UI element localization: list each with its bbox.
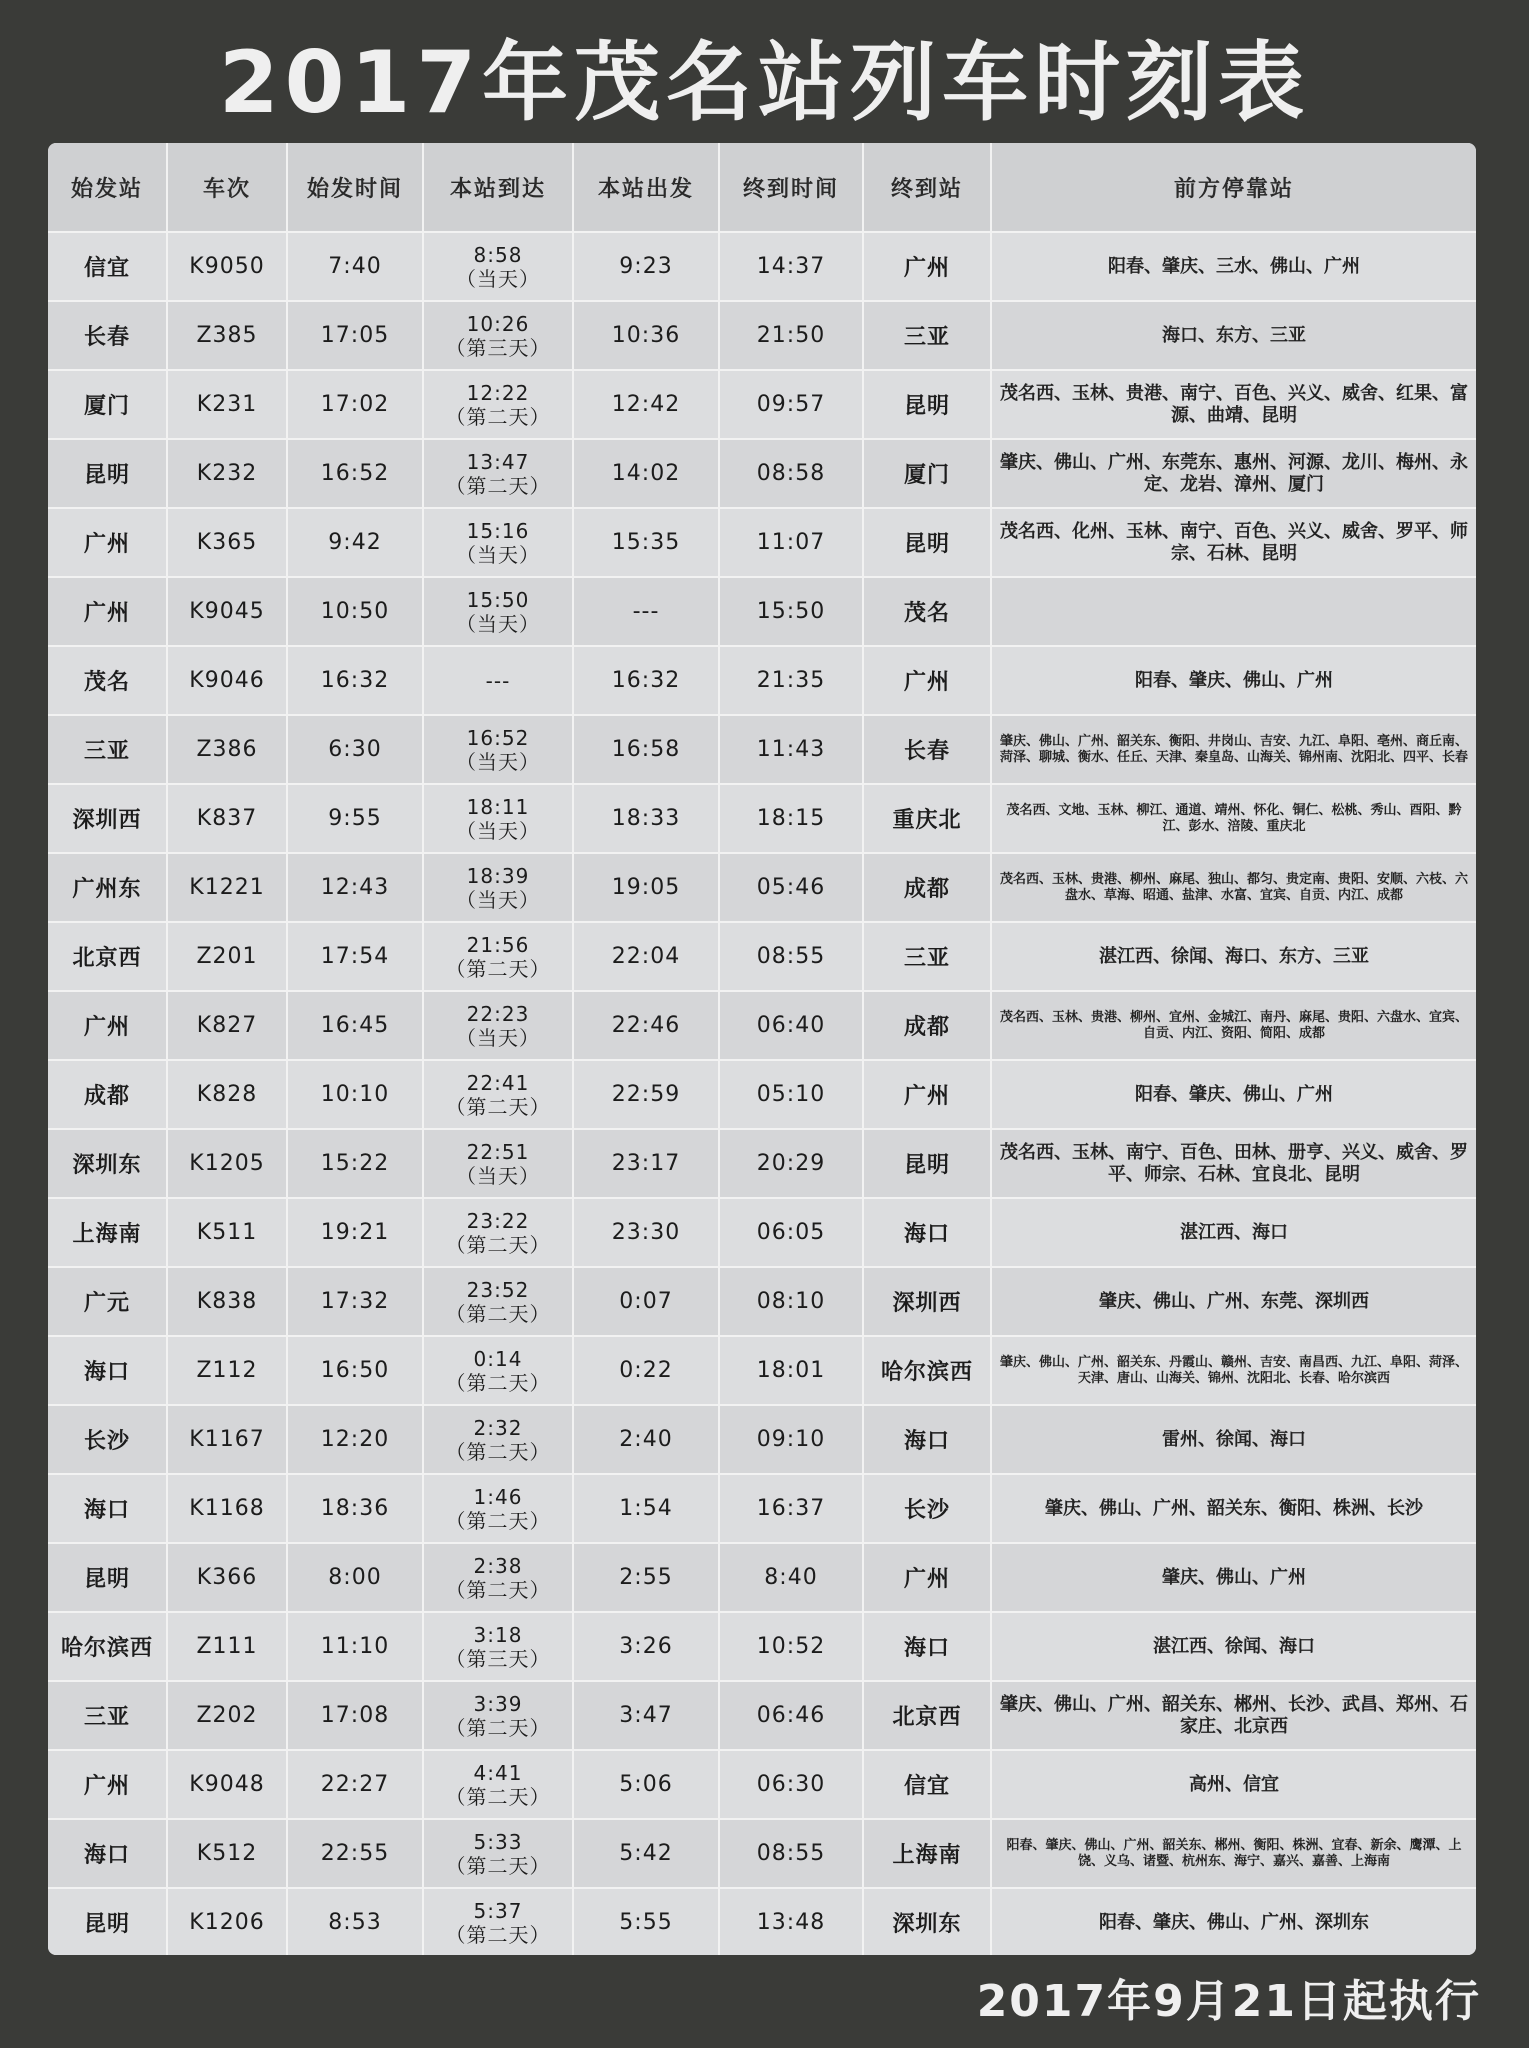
arrive-time: 18:11 bbox=[466, 794, 530, 819]
end-time-cell: 14:37 bbox=[719, 232, 863, 301]
depart-time-cell: 18:33 bbox=[573, 784, 719, 853]
header-end-time: 终到时间 bbox=[719, 143, 863, 232]
origin-depart-time-cell: 10:50 bbox=[287, 577, 423, 646]
terminal-cell: 广州 bbox=[863, 1060, 991, 1129]
arrive-time: 15:50 bbox=[466, 587, 530, 612]
arrive-cell bbox=[423, 232, 573, 301]
train-number-cell: K837 bbox=[167, 784, 287, 853]
terminal-cell: 昆明 bbox=[863, 508, 991, 577]
arrive-day: （第二天） bbox=[445, 1370, 551, 1395]
table-row bbox=[48, 784, 1476, 853]
arrive-day: （第二天） bbox=[445, 956, 551, 981]
arrive-day: （第二天） bbox=[445, 473, 551, 498]
arrive-day: （当天） bbox=[456, 818, 540, 843]
train-number-cell: K1206 bbox=[167, 1888, 287, 1955]
end-time-cell: 06:30 bbox=[719, 1750, 863, 1819]
depart-time-cell: 22:46 bbox=[573, 991, 719, 1060]
arrive-cell bbox=[423, 1888, 573, 1955]
stops-cell: 雷州、徐闻、海口 bbox=[991, 1405, 1476, 1474]
train-number-cell: Z201 bbox=[167, 922, 287, 991]
terminal-cell: 昆明 bbox=[863, 370, 991, 439]
train-number-cell: K9046 bbox=[167, 646, 287, 715]
train-number-cell: Z386 bbox=[167, 715, 287, 784]
depart-time-cell: 0:07 bbox=[573, 1267, 719, 1336]
table-row bbox=[48, 1474, 1476, 1543]
effective-date: 2017年9月21日起执行 bbox=[976, 1976, 1481, 2027]
stops-cell: 肇庆、佛山、广州、韶关东、衡阳、井岗山、吉安、九江、阜阳、亳州、商丘南、菏泽、聊城、衡水、任丘、天津、秦皇岛、山海关、锦州南、沈阳北、四平、长春 bbox=[991, 715, 1476, 784]
table-row bbox=[48, 1060, 1476, 1129]
table-row bbox=[48, 715, 1476, 784]
origin-cell: 上海南 bbox=[48, 1198, 167, 1267]
end-time-cell: 08:55 bbox=[719, 922, 863, 991]
depart-time-cell: 3:26 bbox=[573, 1612, 719, 1681]
arrive-cell bbox=[423, 991, 573, 1060]
arrive-day: （当天） bbox=[456, 611, 540, 636]
end-time-cell: 20:29 bbox=[719, 1129, 863, 1198]
arrive-cell bbox=[423, 1198, 573, 1267]
arrive-day: （第二天） bbox=[445, 1922, 551, 1947]
timetable-board bbox=[48, 143, 1476, 1955]
origin-depart-time-cell: 22:55 bbox=[287, 1819, 423, 1888]
train-number-cell: K365 bbox=[167, 508, 287, 577]
origin-depart-time-cell: 9:42 bbox=[287, 508, 423, 577]
depart-time-cell: 9:23 bbox=[573, 232, 719, 301]
table-row bbox=[48, 1750, 1476, 1819]
depart-time-cell: 5:42 bbox=[573, 1819, 719, 1888]
origin-depart-time-cell: 17:54 bbox=[287, 922, 423, 991]
stops-cell: 肇庆、佛山、广州、东莞东、惠州、河源、龙川、梅州、永定、龙岩、漳州、厦门 bbox=[991, 439, 1476, 508]
train-number-cell: Z112 bbox=[167, 1336, 287, 1405]
stops-cell: 茂名西、玉林、贵港、柳州、麻尾、独山、都匀、贵定南、贵阳、安顺、六枝、六盘水、草海、昭通、盐津、水富、宜宾、自贡、内江、成都 bbox=[991, 853, 1476, 922]
stops-cell: 肇庆、佛山、广州、韶关东、郴州、长沙、武昌、郑州、石家庄、北京西 bbox=[991, 1681, 1476, 1750]
table-row bbox=[48, 1612, 1476, 1681]
train-number-cell: K827 bbox=[167, 991, 287, 1060]
arrive-time: 21:56 bbox=[466, 932, 530, 957]
train-number-cell: K1205 bbox=[167, 1129, 287, 1198]
arrive-cell bbox=[423, 1750, 573, 1819]
table-row bbox=[48, 1405, 1476, 1474]
end-time-cell: 11:43 bbox=[719, 715, 863, 784]
depart-time-cell: 2:55 bbox=[573, 1543, 719, 1612]
arrive-time: 4:41 bbox=[473, 1760, 523, 1785]
table-row bbox=[48, 1336, 1476, 1405]
arrive-time: 15:16 bbox=[466, 518, 530, 543]
stops-cell: 阳春、肇庆、佛山、广州 bbox=[991, 1060, 1476, 1129]
stops-cell: 阳春、肇庆、佛山、广州 bbox=[991, 646, 1476, 715]
terminal-cell: 深圳东 bbox=[863, 1888, 991, 1955]
depart-time-cell: 3:47 bbox=[573, 1681, 719, 1750]
arrive-day: （第三天） bbox=[445, 1646, 551, 1671]
train-number-cell: Z385 bbox=[167, 301, 287, 370]
arrive-cell bbox=[423, 577, 573, 646]
table-row bbox=[48, 370, 1476, 439]
arrive-time: 2:38 bbox=[473, 1553, 523, 1578]
end-time-cell: 18:01 bbox=[719, 1336, 863, 1405]
terminal-cell: 海口 bbox=[863, 1198, 991, 1267]
arrive-cell bbox=[423, 715, 573, 784]
arrive-cell bbox=[423, 301, 573, 370]
origin-depart-time-cell: 15:22 bbox=[287, 1129, 423, 1198]
arrive-time: 23:52 bbox=[466, 1277, 530, 1302]
origin-cell: 海口 bbox=[48, 1819, 167, 1888]
end-time-cell: 09:57 bbox=[719, 370, 863, 439]
arrive-time: 10:26 bbox=[466, 311, 530, 336]
table-row bbox=[48, 1543, 1476, 1612]
depart-time-cell: 5:06 bbox=[573, 1750, 719, 1819]
arrive-cell bbox=[423, 1612, 573, 1681]
arrive-cell bbox=[423, 508, 573, 577]
terminal-cell: 上海南 bbox=[863, 1819, 991, 1888]
arrive-time: 18:39 bbox=[466, 863, 530, 888]
arrive-cell bbox=[423, 1129, 573, 1198]
arrive-day: （第二天） bbox=[445, 1508, 551, 1533]
table-row bbox=[48, 1888, 1476, 1955]
depart-time-cell: 19:05 bbox=[573, 853, 719, 922]
end-time-cell: 8:40 bbox=[719, 1543, 863, 1612]
origin-depart-time-cell: 19:21 bbox=[287, 1198, 423, 1267]
origin-cell: 昆明 bbox=[48, 1888, 167, 1955]
arrive-time: --- bbox=[485, 668, 511, 693]
arrive-cell bbox=[423, 1267, 573, 1336]
arrive-time: 16:52 bbox=[466, 725, 530, 750]
origin-depart-time-cell: 12:20 bbox=[287, 1405, 423, 1474]
arrive-cell bbox=[423, 1405, 573, 1474]
depart-time-cell: 16:58 bbox=[573, 715, 719, 784]
origin-depart-time-cell: 16:50 bbox=[287, 1336, 423, 1405]
origin-depart-time-cell: 11:10 bbox=[287, 1612, 423, 1681]
header-depart-origin: 始发时间 bbox=[287, 143, 423, 232]
arrive-time: 12:22 bbox=[466, 380, 530, 405]
end-time-cell: 10:52 bbox=[719, 1612, 863, 1681]
arrive-cell bbox=[423, 439, 573, 508]
terminal-cell: 广州 bbox=[863, 232, 991, 301]
stops-cell: 茂名西、化州、玉林、南宁、百色、兴义、威舍、罗平、师宗、石林、昆明 bbox=[991, 508, 1476, 577]
depart-time-cell: 14:02 bbox=[573, 439, 719, 508]
origin-depart-time-cell: 22:27 bbox=[287, 1750, 423, 1819]
arrive-time: 0:14 bbox=[473, 1346, 523, 1371]
arrive-cell bbox=[423, 646, 573, 715]
stops-cell: 茂名西、玉林、贵港、南宁、百色、兴义、威舍、红果、富源、曲靖、昆明 bbox=[991, 370, 1476, 439]
origin-depart-time-cell: 18:36 bbox=[287, 1474, 423, 1543]
arrive-time: 22:23 bbox=[466, 1001, 530, 1026]
train-number-cell: K231 bbox=[167, 370, 287, 439]
header-depart: 本站出发 bbox=[573, 143, 719, 232]
arrive-day: （第二天） bbox=[445, 404, 551, 429]
table-row bbox=[48, 1267, 1476, 1336]
origin-cell: 三亚 bbox=[48, 1681, 167, 1750]
origin-cell: 广州 bbox=[48, 508, 167, 577]
table-row bbox=[48, 646, 1476, 715]
depart-time-cell: 2:40 bbox=[573, 1405, 719, 1474]
table-row bbox=[48, 232, 1476, 301]
depart-time-cell: --- bbox=[573, 577, 719, 646]
end-time-cell: 09:10 bbox=[719, 1405, 863, 1474]
origin-cell: 哈尔滨西 bbox=[48, 1612, 167, 1681]
table-row bbox=[48, 577, 1476, 646]
origin-depart-time-cell: 6:30 bbox=[287, 715, 423, 784]
origin-cell: 昆明 bbox=[48, 1543, 167, 1612]
stops-cell: 肇庆、佛山、广州、韶关东、衡阳、株洲、长沙 bbox=[991, 1474, 1476, 1543]
origin-depart-time-cell: 8:53 bbox=[287, 1888, 423, 1955]
stops-cell bbox=[991, 577, 1476, 646]
origin-cell: 深圳西 bbox=[48, 784, 167, 853]
terminal-cell: 茂名 bbox=[863, 577, 991, 646]
arrive-day: （第三天） bbox=[445, 335, 551, 360]
stops-cell: 阳春、肇庆、三水、佛山、广州 bbox=[991, 232, 1476, 301]
train-number-cell: K9045 bbox=[167, 577, 287, 646]
origin-depart-time-cell: 17:32 bbox=[287, 1267, 423, 1336]
origin-depart-time-cell: 17:08 bbox=[287, 1681, 423, 1750]
stops-cell: 茂名西、玉林、贵港、柳州、宜州、金城江、南丹、麻尾、贵阳、六盘水、宜宾、自贡、内江、资阳、简阳、成都 bbox=[991, 991, 1476, 1060]
origin-depart-time-cell: 17:02 bbox=[287, 370, 423, 439]
arrive-time: 5:33 bbox=[473, 1829, 523, 1854]
origin-depart-time-cell: 16:52 bbox=[287, 439, 423, 508]
arrive-time: 2:32 bbox=[473, 1415, 523, 1440]
header-row bbox=[48, 143, 1476, 232]
header-train: 车次 bbox=[167, 143, 287, 232]
stops-cell: 肇庆、佛山、广州 bbox=[991, 1543, 1476, 1612]
stops-cell: 茂名西、文地、玉林、柳江、通道、靖州、怀化、铜仁、松桃、秀山、酉阳、黔江、彭水、涪陵、重庆北 bbox=[991, 784, 1476, 853]
arrive-cell bbox=[423, 1681, 573, 1750]
arrive-day: （第二天） bbox=[445, 1094, 551, 1119]
end-time-cell: 13:48 bbox=[719, 1888, 863, 1955]
terminal-cell: 三亚 bbox=[863, 922, 991, 991]
depart-time-cell: 12:42 bbox=[573, 370, 719, 439]
origin-cell: 茂名 bbox=[48, 646, 167, 715]
stops-cell: 湛江西、徐闻、海口、东方、三亚 bbox=[991, 922, 1476, 991]
arrive-day: （第二天） bbox=[445, 1301, 551, 1326]
origin-cell: 信宜 bbox=[48, 232, 167, 301]
depart-time-cell: 0:22 bbox=[573, 1336, 719, 1405]
arrive-cell bbox=[423, 1474, 573, 1543]
origin-cell: 广州 bbox=[48, 577, 167, 646]
end-time-cell: 08:10 bbox=[719, 1267, 863, 1336]
terminal-cell: 北京西 bbox=[863, 1681, 991, 1750]
origin-cell: 昆明 bbox=[48, 439, 167, 508]
stops-cell: 海口、东方、三亚 bbox=[991, 301, 1476, 370]
end-time-cell: 21:50 bbox=[719, 301, 863, 370]
page-title: 2017年茂名站列车时刻表 bbox=[218, 33, 1311, 133]
end-time-cell: 18:15 bbox=[719, 784, 863, 853]
train-number-cell: Z111 bbox=[167, 1612, 287, 1681]
terminal-cell: 昆明 bbox=[863, 1129, 991, 1198]
arrive-cell bbox=[423, 1336, 573, 1405]
arrive-cell bbox=[423, 370, 573, 439]
terminal-cell: 信宜 bbox=[863, 1750, 991, 1819]
origin-cell: 厦门 bbox=[48, 370, 167, 439]
origin-depart-time-cell: 16:32 bbox=[287, 646, 423, 715]
table-row bbox=[48, 1129, 1476, 1198]
origin-depart-time-cell: 10:10 bbox=[287, 1060, 423, 1129]
header-terminal: 终到站 bbox=[863, 143, 991, 232]
origin-depart-time-cell: 12:43 bbox=[287, 853, 423, 922]
depart-time-cell: 1:54 bbox=[573, 1474, 719, 1543]
origin-cell: 海口 bbox=[48, 1336, 167, 1405]
train-number-cell: Z202 bbox=[167, 1681, 287, 1750]
depart-time-cell: 22:59 bbox=[573, 1060, 719, 1129]
table-row bbox=[48, 922, 1476, 991]
arrive-day: （当天） bbox=[456, 749, 540, 774]
origin-depart-time-cell: 9:55 bbox=[287, 784, 423, 853]
table-row bbox=[48, 1819, 1476, 1888]
stops-cell: 湛江西、徐闻、海口 bbox=[991, 1612, 1476, 1681]
origin-cell: 广元 bbox=[48, 1267, 167, 1336]
arrive-time: 22:41 bbox=[466, 1070, 530, 1095]
depart-time-cell: 5:55 bbox=[573, 1888, 719, 1955]
table-row bbox=[48, 439, 1476, 508]
arrive-cell bbox=[423, 1543, 573, 1612]
depart-time-cell: 15:35 bbox=[573, 508, 719, 577]
depart-time-cell: 10:36 bbox=[573, 301, 719, 370]
table-row bbox=[48, 853, 1476, 922]
end-time-cell: 11:07 bbox=[719, 508, 863, 577]
arrive-day: （当天） bbox=[456, 887, 540, 912]
train-number-cell: K511 bbox=[167, 1198, 287, 1267]
origin-cell: 长沙 bbox=[48, 1405, 167, 1474]
origin-depart-time-cell: 16:45 bbox=[287, 991, 423, 1060]
end-time-cell: 08:58 bbox=[719, 439, 863, 508]
terminal-cell: 广州 bbox=[863, 646, 991, 715]
header-stops: 前方停靠站 bbox=[991, 143, 1476, 232]
arrive-time: 3:18 bbox=[473, 1622, 523, 1647]
train-number-cell: K838 bbox=[167, 1267, 287, 1336]
table-row bbox=[48, 991, 1476, 1060]
arrive-day: （第二天） bbox=[445, 1232, 551, 1257]
table-row bbox=[48, 1681, 1476, 1750]
header-origin: 始发站 bbox=[48, 143, 167, 232]
terminal-cell: 深圳西 bbox=[863, 1267, 991, 1336]
arrive-day: （当天） bbox=[456, 1163, 540, 1188]
stops-cell: 高州、信宜 bbox=[991, 1750, 1476, 1819]
table-row bbox=[48, 1198, 1476, 1267]
arrive-day: （第二天） bbox=[445, 1715, 551, 1740]
end-time-cell: 05:10 bbox=[719, 1060, 863, 1129]
arrive-day: （第二天） bbox=[445, 1784, 551, 1809]
train-number-cell: K232 bbox=[167, 439, 287, 508]
origin-cell: 广州 bbox=[48, 991, 167, 1060]
arrive-day: （当天） bbox=[456, 1025, 540, 1050]
arrive-cell bbox=[423, 1819, 573, 1888]
train-number-cell: K1167 bbox=[167, 1405, 287, 1474]
origin-cell: 广州 bbox=[48, 1750, 167, 1819]
depart-time-cell: 16:32 bbox=[573, 646, 719, 715]
train-number-cell: K1168 bbox=[167, 1474, 287, 1543]
arrive-day: （第二天） bbox=[445, 1853, 551, 1878]
origin-depart-time-cell: 8:00 bbox=[287, 1543, 423, 1612]
arrive-day: （第二天） bbox=[445, 1577, 551, 1602]
origin-depart-time-cell: 7:40 bbox=[287, 232, 423, 301]
arrive-time: 1:46 bbox=[473, 1484, 523, 1509]
arrive-cell bbox=[423, 1060, 573, 1129]
end-time-cell: 08:55 bbox=[719, 1819, 863, 1888]
terminal-cell: 重庆北 bbox=[863, 784, 991, 853]
terminal-cell: 广州 bbox=[863, 1543, 991, 1612]
origin-depart-time-cell: 17:05 bbox=[287, 301, 423, 370]
train-number-cell: K9048 bbox=[167, 1750, 287, 1819]
arrive-time: 8:58 bbox=[473, 242, 523, 267]
depart-time-cell: 23:30 bbox=[573, 1198, 719, 1267]
arrive-time: 22:51 bbox=[466, 1139, 530, 1164]
origin-cell: 成都 bbox=[48, 1060, 167, 1129]
arrive-day: （第二天） bbox=[445, 1439, 551, 1464]
stops-cell: 阳春、肇庆、佛山、广州、韶关东、郴州、衡阳、株洲、宜春、新余、鹰潭、上饶、义乌、诸暨、杭州东、海宁、嘉兴、嘉善、上海南 bbox=[991, 1819, 1476, 1888]
end-time-cell: 06:40 bbox=[719, 991, 863, 1060]
arrive-cell bbox=[423, 784, 573, 853]
depart-time-cell: 22:04 bbox=[573, 922, 719, 991]
train-number-cell: K512 bbox=[167, 1819, 287, 1888]
arrive-cell bbox=[423, 853, 573, 922]
origin-cell: 广州东 bbox=[48, 853, 167, 922]
terminal-cell: 长春 bbox=[863, 715, 991, 784]
stops-cell: 茂名西、玉林、南宁、百色、田林、册亨、兴义、威舍、罗平、师宗、石林、宜良北、昆明 bbox=[991, 1129, 1476, 1198]
end-time-cell: 16:37 bbox=[719, 1474, 863, 1543]
arrive-time: 3:39 bbox=[473, 1691, 523, 1716]
origin-cell: 深圳东 bbox=[48, 1129, 167, 1198]
origin-cell: 海口 bbox=[48, 1474, 167, 1543]
origin-cell: 北京西 bbox=[48, 922, 167, 991]
end-time-cell: 05:46 bbox=[719, 853, 863, 922]
terminal-cell: 哈尔滨西 bbox=[863, 1336, 991, 1405]
end-time-cell: 21:35 bbox=[719, 646, 863, 715]
train-number-cell: K1221 bbox=[167, 853, 287, 922]
origin-cell: 长春 bbox=[48, 301, 167, 370]
arrive-cell bbox=[423, 922, 573, 991]
timetable bbox=[48, 143, 1476, 1955]
stops-cell: 湛江西、海口 bbox=[991, 1198, 1476, 1267]
terminal-cell: 成都 bbox=[863, 991, 991, 1060]
train-number-cell: K828 bbox=[167, 1060, 287, 1129]
origin-cell: 三亚 bbox=[48, 715, 167, 784]
train-number-cell: K366 bbox=[167, 1543, 287, 1612]
end-time-cell: 06:05 bbox=[719, 1198, 863, 1267]
end-time-cell: 06:46 bbox=[719, 1681, 863, 1750]
arrive-time: 5:37 bbox=[473, 1898, 523, 1923]
terminal-cell: 海口 bbox=[863, 1405, 991, 1474]
arrive-day: （当天） bbox=[456, 266, 540, 291]
stops-cell: 肇庆、佛山、广州、韶关东、丹霞山、赣州、吉安、南昌西、九江、阜阳、菏泽、天津、唐山、山海关、锦州、沈阳北、长春、哈尔滨西 bbox=[991, 1336, 1476, 1405]
terminal-cell: 三亚 bbox=[863, 301, 991, 370]
terminal-cell: 长沙 bbox=[863, 1474, 991, 1543]
table-row bbox=[48, 508, 1476, 577]
arrive-time: 13:47 bbox=[466, 449, 530, 474]
terminal-cell: 海口 bbox=[863, 1612, 991, 1681]
depart-time-cell: 23:17 bbox=[573, 1129, 719, 1198]
table-row bbox=[48, 301, 1476, 370]
header-arrive: 本站到达 bbox=[423, 143, 573, 232]
terminal-cell: 厦门 bbox=[863, 439, 991, 508]
terminal-cell: 成都 bbox=[863, 853, 991, 922]
arrive-day: （当天） bbox=[456, 542, 540, 567]
stops-cell: 肇庆、佛山、广州、东莞、深圳西 bbox=[991, 1267, 1476, 1336]
train-number-cell: K9050 bbox=[167, 232, 287, 301]
end-time-cell: 15:50 bbox=[719, 577, 863, 646]
arrive-time: 23:22 bbox=[466, 1208, 530, 1233]
stops-cell: 阳春、肇庆、佛山、广州、深圳东 bbox=[991, 1888, 1476, 1955]
